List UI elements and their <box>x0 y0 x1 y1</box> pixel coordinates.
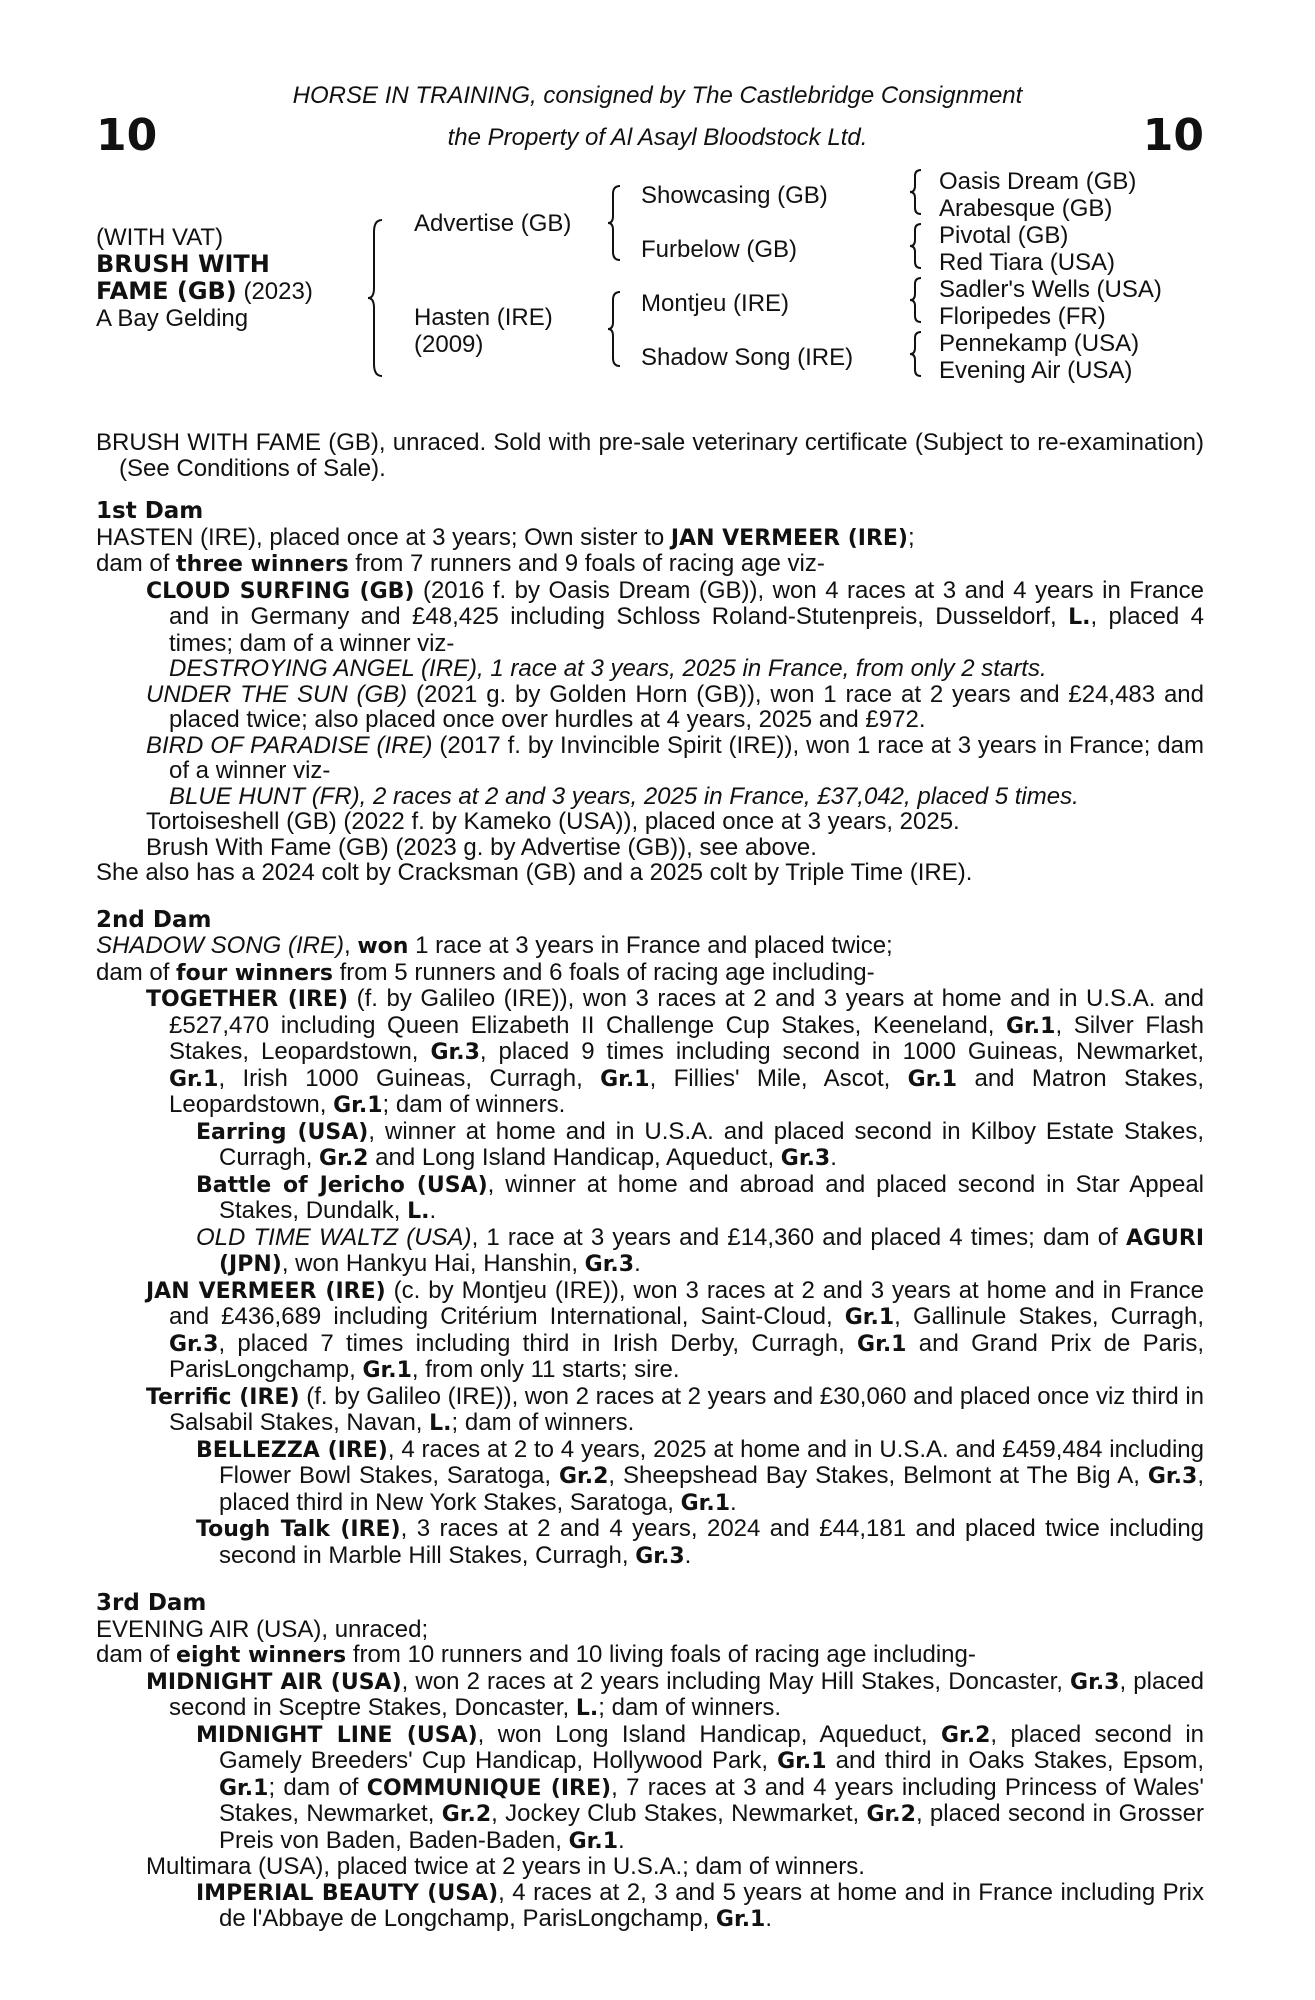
brace-g3-2 <box>908 222 924 270</box>
first-dam-also: She also has a 2024 colt by Cracksman (GB) and a 2025 colt by Triple Time (IRE). <box>96 859 973 886</box>
third-dam-heading: 3rd Dam <box>96 1590 207 1616</box>
progeny-multimara: Multimara (USA), placed twice at 2 years in U.S.A.; dam of winners. <box>146 1853 865 1880</box>
brace-sire <box>606 184 624 262</box>
progeny-under-the-sun: UNDER THE SUN (GB) (2021 g. by Golden Horn (GB)), won 1 race at 2 years and £24,483 and placed twice; also placed once over hurdles at 4 years, 2025 and £972. <box>146 680 1205 733</box>
progeny-battle-of-jericho: Battle of Jericho (USA), winner at home and abroad and placed second in Star Appeal Stakes, Dundalk, L.. <box>196 1170 1205 1224</box>
vat-label: (WITH VAT) <box>96 224 224 251</box>
progeny-cloud-surfing: CLOUD SURFING (GB) (2016 f. by Oasis Dream (GB)), won 4 races at 3 and 4 years in France and in Germany and £48,425 including Schloss Roland-Stutenpreis, Dusseldorf, L., placed 4 times; dam of a winner viz- <box>146 576 1205 657</box>
first-dam-heading: 1st Dam <box>96 498 204 524</box>
sire-sire: Showcasing (GB) <box>641 182 828 209</box>
progeny-bellezza: BELLEZZA (IRE), 4 races at 2 to 4 years, 2025 at home and in U.S.A. and £459,484 including Flower Bowl Stakes, Saratoga, Gr.2, Sheepshead Bay Stakes, Belmont at The Big A, Gr.3, placed third in New York Stakes, Saratoga, Gr.1. <box>196 1435 1204 1516</box>
progeny-blue-hunt: BLUE HUNT (FR), 2 races at 2 and 3 years, 2025 in France, £37,042, placed 5 times. <box>169 782 1079 810</box>
progeny-brush-with-fame: Brush With Fame (GB) (2023 g. by Advertise (GB)), see above. <box>146 833 817 861</box>
progeny-bird-of-paradise: BIRD OF PARADISE (IRE) (2017 f. by Invincible Spirit (IRE)), won 1 race at 3 years in France; dam of a winner viz- <box>146 731 1204 784</box>
intro-paragraph: BRUSH WITH FAME (GB), unraced. Sold with pre-sale veterinary certificate (Subject to re-examination) (See Conditions of Sale). <box>96 429 1204 482</box>
gen3-8: Evening Air (USA) <box>939 357 1133 384</box>
dam-year: (2009) <box>414 331 484 358</box>
consignment-line: HORSE IN TRAINING, consigned by The Castlebridge Consignment <box>292 82 1023 109</box>
third-dam-line2: dam of eight winners from 10 runners and 10 living foals of racing age including- <box>96 1641 976 1668</box>
dam-dam: Shadow Song (IRE) <box>641 344 854 371</box>
horse-name-line1: BRUSH WITH <box>96 250 270 278</box>
first-dam-line2: dam of three winners from 7 runners and 9 foals of racing age viz- <box>96 550 825 577</box>
brace-g3-3 <box>908 276 924 324</box>
pedigree-table <box>96 168 1216 393</box>
progeny-midnight-air: MIDNIGHT AIR (USA), won 2 races at 2 years including May Hill Stakes, Doncaster, Gr.3, placed second in Sceptre Stakes, Doncaster, L.; dam of winners. <box>146 1667 1204 1721</box>
brace-main <box>366 218 386 378</box>
second-dam-line2: dam of four winners from 5 runners and 6 foals of racing age including- <box>96 958 875 986</box>
second-dam-heading: 2nd Dam <box>96 906 212 933</box>
horse-description: A Bay Gelding <box>96 305 249 332</box>
gen3-7: Pennekamp (USA) <box>939 330 1140 357</box>
progeny-midnight-line: MIDNIGHT LINE (USA), won Long Island Handicap, Aqueduct, Gr.2, placed second in Gamely Breeders' Cup Handicap, Hollywood Park, Gr.1 and third in Oaks Stakes, Epsom, Gr.1; dam of COMMUNIQUE (IRE), 7 races at 3 and 4 years including Princess of Wales' Stakes, Newmarket, Gr.2, Jockey Club Stakes, Newmarket, Gr.2, placed second in Grosser Preis von Baden, Baden-Baden, Gr.1. <box>196 1720 1205 1854</box>
brace-dam <box>606 290 624 368</box>
first-dam-line1: HASTEN (IRE), placed once at 3 years; Own sister to JAN VERMEER (IRE); <box>96 523 915 551</box>
progeny-earring: Earring (USA), winner at home and in U.S.A. and placed second in Kilboy Estate Stakes, Curragh, Gr.2 and Long Island Handicap, Aqueduct, Gr.3. <box>196 1117 1204 1171</box>
gen3-1: Oasis Dream (GB) <box>939 168 1137 195</box>
gen3-3: Pivotal (GB) <box>939 222 1069 249</box>
gen3-5: Sadler's Wells (USA) <box>939 276 1162 303</box>
progeny-together: TOGETHER (IRE) (f. by Galileo (IRE)), won 3 races at 2 and 3 years at home and in U.S.A. and £527,470 including Queen Elizabeth II Challenge Cup Stakes, Keeneland, Gr.1, Silver Flash Stakes, Leopardstown, Gr.3, placed 9 times including second in 1000 Guineas, Newmarket, Gr.1, Irish 1000 Guineas, Curragh, Gr.1, Fillies' Mile, Ascot, Gr.1 and Matron Stakes, Leopardstown, Gr.1; dam of winners. <box>146 985 1205 1118</box>
progeny-terrific: Terrific (IRE) (f. by Galileo (IRE)), won 2 races at 2 years and £30,060 and placed once viz third in Salsabil Stakes, Navan, L.; dam of winners. <box>146 1382 1205 1436</box>
brace-g3-4 <box>908 330 924 378</box>
progeny-tortoiseshell: Tortoiseshell (GB) (2022 f. by Kameko (USA)), placed once at 3 years, 2025. <box>146 808 960 835</box>
dam-sire: Montjeu (IRE) <box>641 290 790 317</box>
progeny-destroying-angel: DESTROYING ANGEL (IRE), 1 race at 3 years, 2025 in France, from only 2 starts. <box>169 655 1047 682</box>
catalogue-body <box>96 430 1204 1933</box>
property-line: the Property of Al Asayl Bloodstock Ltd. <box>447 124 868 151</box>
brace-g3-1 <box>908 168 924 216</box>
third-dam-line1: EVENING AIR (USA), unraced; <box>96 1615 429 1643</box>
lot-number-left: 10 <box>96 110 158 161</box>
sire: Advertise (GB) <box>414 210 572 237</box>
horse-name-line2: FAME (GB) (2023) <box>96 277 313 305</box>
progeny-jan-vermeer: JAN VERMEER (IRE) (c. by Montjeu (IRE)), won 3 races at 2 and 3 years at home and in France and £436,689 including Critérium International, Saint-Cloud, Gr.1, Gallinule Stakes, Curragh, Gr.3, placed 7 times including third in Irish Derby, Curragh, Gr.1 and Grand Prix de Paris, ParisLongchamp, Gr.1, from only 11 starts; sire. <box>146 1276 1205 1383</box>
progeny-imperial-beauty: IMPERIAL BEAUTY (USA), 4 races at 2, 3 and 5 years at home and in France including Prix de l'Abbaye de Longchamp, ParisLongchamp, Gr.1. <box>196 1878 1205 1932</box>
gen3-4: Red Tiara (USA) <box>939 249 1116 276</box>
second-dam-line1: SHADOW SONG (IRE), won 1 race at 3 years in France and placed twice; <box>96 932 893 959</box>
progeny-old-time-waltz: OLD TIME WALTZ (USA), 1 race at 3 years and £14,360 and placed 4 times; dam of AGURI (JPN), won Hankyu Hai, Hanshin, Gr.3. <box>196 1223 1205 1277</box>
progeny-tough-talk: Tough Talk (IRE), 3 races at 2 and 4 years, 2024 and £44,181 and placed twice including second in Marble Hill Stakes, Curragh, Gr.3. <box>196 1515 1205 1569</box>
gen3-2: Arabesque (GB) <box>939 195 1113 222</box>
dam: Hasten (IRE) <box>414 304 553 331</box>
sire-dam: Furbelow (GB) <box>641 236 798 263</box>
gen3-6: Floripedes (FR) <box>939 303 1106 330</box>
lot-number-right: 10 <box>1142 110 1204 161</box>
